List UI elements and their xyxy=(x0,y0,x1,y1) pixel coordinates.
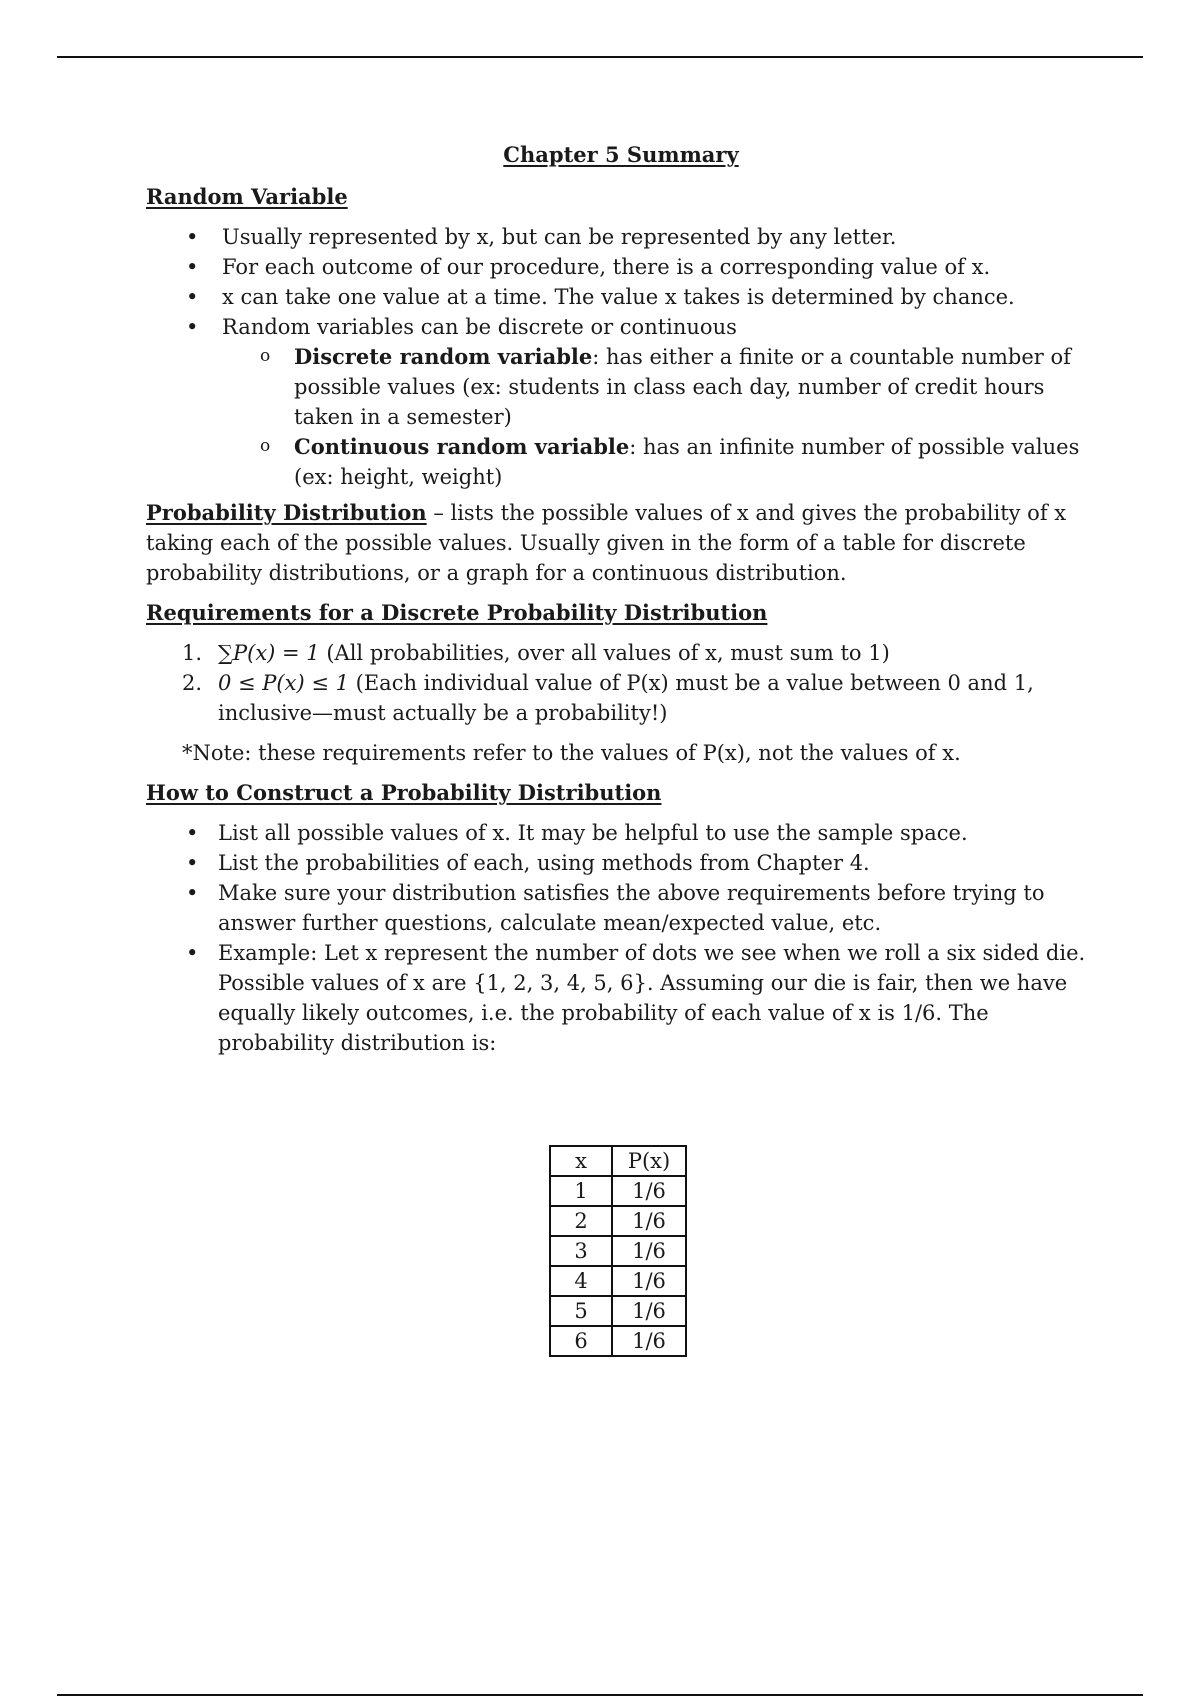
requirement-number: 2. xyxy=(182,671,203,695)
list-item-text: Random variables can be discrete or continuous xyxy=(222,315,737,339)
table-row xyxy=(550,1236,686,1266)
table-row xyxy=(550,1266,686,1296)
table-cell: 1/6 xyxy=(612,1296,686,1326)
requirement-text: (Each individual value of P(x) must be a value between 0 and 1, inclusive—must actually be a probability!) xyxy=(218,671,1034,725)
requirement-text: (All probabilities, over all values of x, must sum to 1) xyxy=(319,641,890,665)
table-cell: 1 xyxy=(550,1176,612,1206)
requirement-number: 1. xyxy=(182,641,203,665)
heading-requirements: Requirements for a Discrete Probability Distribution xyxy=(146,600,768,625)
definition-continuous: : has an infinite number of possible values (ex: height, weight) xyxy=(294,435,1080,489)
page-title: Chapter 5 Summary xyxy=(503,142,739,167)
table-row xyxy=(550,1176,686,1206)
table-cell: 3 xyxy=(550,1236,612,1266)
column-header-x: x xyxy=(550,1146,612,1176)
random-variable-list xyxy=(146,222,1096,492)
sub-item-continuous xyxy=(294,432,1096,492)
table-cell: 6 xyxy=(550,1326,612,1356)
term-continuous: Continuous random variable xyxy=(294,434,630,459)
probability-distribution-table xyxy=(549,1145,687,1357)
requirements-note: *Note: these requirements refer to the values of P(x), not the values of x. xyxy=(182,741,961,765)
list-item: • For each outcome of our procedure, there is a corresponding value of x. xyxy=(222,252,1096,282)
table-row xyxy=(550,1326,686,1356)
header-rule xyxy=(57,56,1143,58)
table-cell: 1/6 xyxy=(612,1266,686,1296)
table-cell: 1/6 xyxy=(612,1326,686,1356)
table-cell: 4 xyxy=(550,1266,612,1296)
document-body xyxy=(146,140,1096,1058)
list-item: • Usually represented by x, but can be represented by any letter. xyxy=(222,222,1096,252)
requirement-item xyxy=(182,638,1096,668)
list-item: • List all possible values of x. It may be helpful to use the sample space. xyxy=(218,818,1096,848)
list-item: • Example: Let x represent the number of dots we see when we roll a six sided die. Possible values of x are {1, 2, 3, 4, 5, 6}. Assuming our die is fair, then we have equally likely outcomes, i.e. the probability of each value of x is 1/6. The probability distribution is: xyxy=(218,938,1096,1058)
list-item xyxy=(222,312,1096,492)
requirement-item xyxy=(182,668,1096,728)
column-header-px: P(x) xyxy=(612,1146,686,1176)
table-row xyxy=(550,1206,686,1236)
table-header-row xyxy=(550,1146,686,1176)
requirements-list xyxy=(146,638,1096,728)
list-item: • x can take one value at a time. The value x takes is determined by chance. xyxy=(222,282,1096,312)
term-discrete: Discrete random variable xyxy=(294,344,593,369)
table-cell: 5 xyxy=(550,1296,612,1326)
table-cell: 1/6 xyxy=(612,1176,686,1206)
footer-rule xyxy=(57,1694,1143,1696)
heading-construct: How to Construct a Probability Distribution xyxy=(146,780,662,805)
list-item: • Make sure your distribution satisfies the above requirements before trying to answer further questions, calculate mean/expected value, etc. xyxy=(218,878,1096,938)
probability-distribution-paragraph xyxy=(146,498,1096,588)
variable-types-list xyxy=(222,342,1096,492)
sub-item-discrete xyxy=(294,342,1096,432)
table-cell: 1/6 xyxy=(612,1236,686,1266)
definition-discrete: : has either a finite or a countable number of possible values (ex: students in class each day, number of credit hours taken in a semester) xyxy=(294,345,1071,429)
term-probability-distribution: Probability Distribution xyxy=(146,500,427,525)
table-row xyxy=(550,1296,686,1326)
construct-list xyxy=(146,818,1096,1058)
list-item: • List the probabilities of each, using methods from Chapter 4. xyxy=(218,848,1096,878)
heading-random-variable: Random Variable xyxy=(146,184,348,209)
table-cell: 2 xyxy=(550,1206,612,1236)
requirement-formula: 0 ≤ P(x) ≤ 1 xyxy=(218,671,349,695)
probability-distribution-text: – lists the possible values of x and gives the probability of x taking each of the possible values. Usually given in the form of a table for discrete probability distributions, or a graph for a continuous distribution. xyxy=(146,501,1067,585)
table-cell: 1/6 xyxy=(612,1206,686,1236)
requirement-formula: ∑P(x) = 1 xyxy=(218,641,320,665)
